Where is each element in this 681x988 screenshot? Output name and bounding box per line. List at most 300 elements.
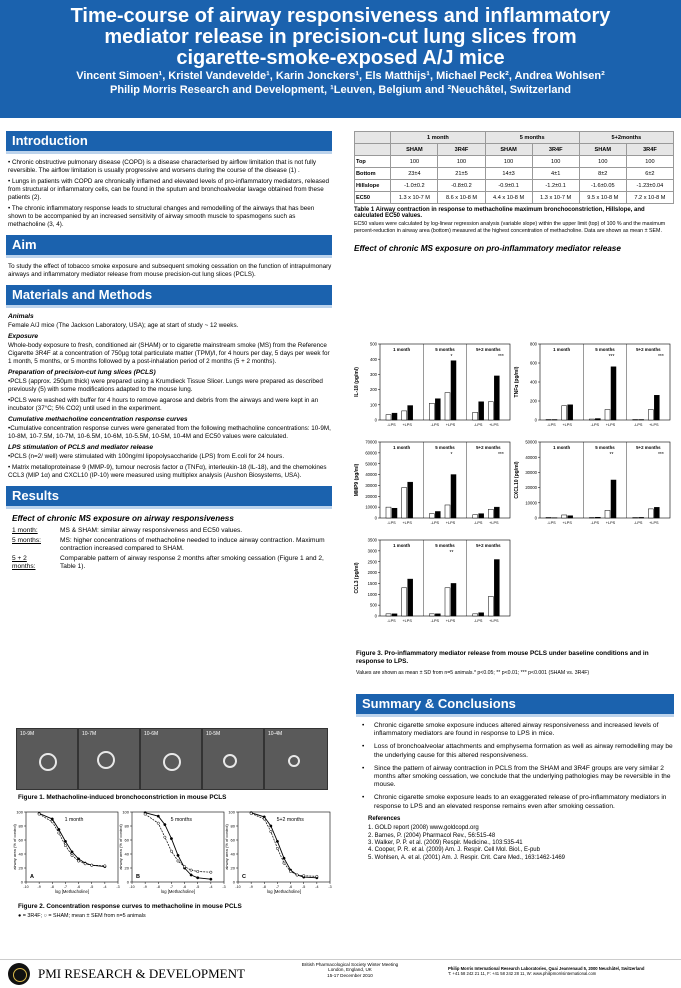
intro-paragraph: • Chronic obstructive pulmonary disease (COPD) is a disease characterised by airflow limitation that is not fully reversible. The airflow limitation is usually progressive and worsens during the course of the disease (1) .	[8, 159, 317, 174]
y-axis-label: MMP9 (pg/ml)	[354, 463, 360, 497]
micrograph: 10-4M	[264, 728, 328, 790]
y-tick-label: 20	[18, 865, 23, 871]
table-row: Top 100 100 100 100 100 100	[355, 156, 674, 168]
data-point	[157, 815, 159, 817]
bar-SHAM	[488, 509, 493, 518]
data-point	[263, 818, 265, 820]
data-point	[71, 854, 73, 856]
reference-item: 1. GOLD report (2008) www.goldcopd.org	[368, 825, 479, 832]
x-tick-label: -3	[328, 885, 332, 889]
bar-SHAM	[386, 614, 391, 616]
group-label: 5+2 months	[636, 445, 661, 450]
x-tick-label: -8	[156, 885, 160, 889]
group-label: 1 month	[553, 445, 571, 450]
y-tick-label: 60	[124, 837, 129, 843]
significance-marker: ***	[657, 354, 664, 360]
x-category-label: -LPS	[633, 521, 643, 525]
data-point	[197, 877, 199, 879]
bar-3R4F	[392, 413, 397, 420]
x-category-label: +LPS	[649, 423, 659, 427]
y-tick-label: 2000	[367, 570, 377, 576]
table-row: Hillslope -1.0±0.2 -0.8±0.2 -0.9±0.1 -1.2±0.1 -1.6±0.05 -1.23±0.04	[355, 180, 674, 192]
y-tick-label: 100	[122, 809, 129, 815]
y-tick-label: 20000	[525, 485, 537, 491]
x-category-label: +LPS	[562, 521, 572, 525]
x-axis-label: log [Methacholine]	[55, 889, 89, 894]
group-label: 5 months	[435, 445, 455, 450]
table-row: Bottom 23±4 21±5 14±3 4±1 8±2 6±2	[355, 168, 674, 180]
y-tick-label: 3000	[367, 548, 377, 554]
bar-3R4F	[479, 402, 484, 420]
y-axis-label: airway area (% of control)	[224, 824, 229, 870]
x-axis-label: log [Methacholine]	[161, 889, 195, 894]
bar-SHAM	[386, 415, 391, 420]
result-item: 5 months: MS: higher concentrations of methacholine needed to induce airway contraction. Maximum contraction increased compared to SHAM.	[12, 537, 325, 552]
y-tick-label: 30000	[525, 470, 537, 475]
data-point	[164, 836, 166, 838]
y-tick-label: 200	[530, 398, 537, 404]
methods-text: Female A/J mice (The Jackson Laboratory, USA); age at start of study ~ 12 weeks.	[8, 322, 239, 329]
group-label: 1 month	[393, 445, 411, 450]
mediator-chart	[354, 440, 510, 525]
references-heading: References	[368, 815, 401, 822]
y-axis-label: TNFα (pg/ml)	[514, 366, 520, 398]
x-tick-label: -7	[63, 885, 68, 889]
y-tick-label: 0	[534, 515, 537, 521]
x-category-label: +LPS	[605, 521, 616, 525]
address: Philip Morris International Research Laboratories, Quai Jeanrenaud 5, 2000 Neuchâtel, Switzerland T: +41 58 242 21 11, F: +41 58 242 28 11, W: www.philipmorrisinternational.com	[448, 966, 645, 977]
data-point	[84, 863, 86, 865]
intro-paragraph: • The chronic inflammatory response leads to structural changes and remodelling of the airways that has been shown to be accompanied by an increased sensitivity of airway smooth muscle to spasmogens such as methacholine (3, 4).	[8, 205, 315, 228]
x-category-label: -LPS	[473, 521, 483, 525]
poster-title: Time-course of airway responsiveness and inflammatory mediator release in precision-cut lung slices from cigarette-smoke-exposed A/J mice	[70, 5, 611, 69]
y-tick-label: 20	[124, 865, 129, 871]
methods-text: •PCLS were washed with buffer for 4 hours to remove agarose and debris from the airways and were kept in an incubator (37°C; 5% CO2) until used in the experiment.	[8, 397, 319, 412]
bar-3R4F	[639, 517, 644, 518]
figure-2-legend: ● = 3R4F; ○ = SHAM; mean ± SEM from n=5 animals	[18, 913, 146, 919]
x-tick-label: -8	[262, 885, 266, 889]
meeting-info: British Pharmacological Society Winter Meeting London, England, UK 15-17 December 2010	[301, 962, 399, 978]
reference-item: 4. Cooper, P. R. et al. (2009) Am. J. Respir. Cell Mol. Biol., E-pub	[368, 847, 540, 854]
bar-SHAM	[402, 411, 407, 420]
result-item: 5 + 2 months: Comparable pattern of airway response 2 months after smoking cessation (Figure 1 and 2, Table 1).	[12, 555, 324, 570]
bar-SHAM	[386, 507, 391, 518]
data-point	[276, 840, 278, 842]
y-tick-label: 0	[374, 417, 377, 423]
bar-SHAM	[402, 588, 407, 616]
pmi-seal-icon	[8, 963, 30, 985]
panel-label: 1 month	[64, 817, 84, 823]
y-tick-label: 0	[534, 417, 537, 423]
bar-3R4F	[408, 482, 413, 518]
y-tick-label: 0	[20, 879, 23, 885]
bar-3R4F	[654, 507, 659, 518]
bar-3R4F	[494, 560, 499, 616]
intro-paragraph: • Lungs in patients with COPD are chronically inflamed and elevated levels of pro-inflammatory mediators, released from structural or inflammatory cells, can be found in the sputum and bronchoalveolar lavage obtained from these patients (2).	[8, 178, 330, 201]
data-point	[190, 869, 192, 871]
panel-letter: C	[242, 874, 246, 880]
bar-SHAM	[562, 515, 567, 518]
y-tick-label: 1500	[367, 581, 377, 587]
data-point	[164, 823, 166, 825]
reference-item: 2. Barnes, P. (2004) Pharmacol Rev., 56:515-48	[368, 832, 496, 839]
x-tick-label: -6	[76, 885, 81, 889]
bar-3R4F	[611, 480, 616, 518]
bar-SHAM	[488, 402, 493, 420]
y-tick-label: 10000	[365, 504, 377, 510]
bar-3R4F	[451, 475, 456, 518]
methods-text: •PCLS (approx. 250µm thick) were prepared using a Krumdieck Tissue Slicer. Lungs were prepared as described previously (5) with some modifications adapted to the mouse lung.	[8, 378, 323, 393]
data-point	[51, 818, 53, 820]
methods-sub: Cumulative methacholine concentration response curves	[8, 416, 188, 423]
data-point	[303, 875, 305, 877]
data-point	[177, 854, 179, 856]
y-tick-label: 70000	[365, 439, 377, 445]
data-point	[170, 837, 172, 839]
y-tick-label: 200	[370, 387, 377, 393]
figure-2-curves	[10, 806, 332, 902]
x-category-label: -LPS	[473, 423, 483, 427]
bar-3R4F	[392, 614, 397, 616]
significance-marker: *	[450, 354, 453, 360]
y-tick-label: 800	[530, 341, 537, 347]
x-category-label: +LPS	[605, 423, 616, 427]
x-category-label: -LPS	[473, 619, 483, 623]
y-tick-label: 1000	[367, 591, 377, 597]
data-point	[157, 822, 159, 824]
bar-3R4F	[568, 516, 573, 518]
x-tick-label: -8	[50, 885, 54, 889]
aim-heading: Aim	[6, 235, 332, 258]
methods-sub: LPS stimulation of PCLS and mediator release	[8, 444, 154, 451]
y-tick-label: 500	[370, 341, 377, 347]
plot-frame	[540, 442, 670, 518]
data-point	[250, 812, 252, 814]
x-tick-label: -5	[196, 885, 200, 889]
data-point	[289, 870, 291, 872]
y-tick-label: 0	[374, 613, 377, 619]
bar-SHAM	[429, 614, 434, 616]
bar-SHAM	[589, 419, 594, 420]
y-axis-label: CCL3 (pg/ml)	[354, 562, 360, 594]
significance-marker: ***	[608, 354, 615, 360]
bar-3R4F	[595, 517, 600, 518]
methods-text: •Cumulative concentration response curves were generated from the following methacholine concentrations: 10-9M, 10-8M, 10-7.5M, 10-7M, 10-6.5M, 10-6M, 10-5.5M, 10-5M, 10-4M and EC50 values were calculated.	[8, 425, 331, 440]
y-tick-label: 400	[530, 379, 537, 385]
bar-3R4F	[568, 405, 573, 420]
data-point	[58, 828, 60, 830]
data-point	[170, 850, 172, 852]
bar-SHAM	[429, 514, 434, 518]
x-tick-label: -3	[116, 885, 120, 889]
y-tick-label: 40	[124, 851, 129, 857]
result-item: 1 month: MS & SHAM: similar airway responsiveness and EC50 values.	[12, 527, 243, 534]
methods-text: •PCLS (n=2/ well) were stimulated with 100ng/ml lipopolysaccharide (LPS) from E.coli for 24 hours.	[8, 453, 285, 460]
bar-3R4F	[451, 361, 456, 420]
y-tick-label: 0	[374, 515, 377, 521]
x-tick-label: -4	[315, 885, 319, 889]
y-tick-label: 20	[230, 865, 235, 871]
x-category-label: +LPS	[402, 619, 412, 623]
data-point	[64, 840, 66, 842]
y-tick-label: 100	[228, 809, 235, 815]
x-tick-label: -9	[249, 885, 253, 889]
group-label: 1 month	[553, 347, 571, 352]
x-category-label: -LPS	[430, 423, 440, 427]
summary-section	[356, 694, 674, 862]
group-label: 1 month	[393, 543, 411, 548]
bar-SHAM	[473, 412, 478, 420]
y-tick-label: 60	[18, 837, 23, 843]
y-tick-label: 40	[230, 851, 235, 857]
table-1-caption: Table 1 Airway contraction in response to methacholine maximum bronchoconstriction, Hillslope, and calculated EC50 values.	[354, 207, 645, 219]
bar-SHAM	[648, 509, 653, 518]
panel-letter: B	[136, 874, 140, 880]
mediator-chart	[354, 538, 510, 623]
group-label: 5 months	[595, 347, 615, 352]
curve-panel-C	[224, 810, 332, 895]
y-tick-label: 0	[232, 879, 235, 885]
x-category-label: +LPS	[445, 423, 456, 427]
results-heading: Results	[6, 486, 332, 509]
data-point	[38, 813, 40, 815]
bar-SHAM	[445, 588, 450, 616]
group-label: 5 months	[435, 543, 455, 548]
panel-label: 5 months	[170, 817, 192, 823]
x-tick-label: -5	[90, 885, 94, 889]
significance-marker: *	[450, 452, 453, 458]
group-label: 5+2 months	[476, 543, 501, 548]
x-tick-label: -9	[37, 885, 41, 889]
x-category-label: +LPS	[402, 423, 412, 427]
data-point	[71, 851, 73, 853]
y-tick-label: 40000	[525, 454, 537, 460]
y-tick-label: 20000	[365, 493, 377, 499]
bar-SHAM	[473, 614, 478, 616]
affiliations: Philip Morris Research and Development, ¹Leuven, Belgium and ²Neuchâtel, Switzerland	[110, 84, 571, 96]
bar-3R4F	[435, 511, 440, 518]
plot-frame	[540, 344, 670, 420]
significance-marker: ***	[657, 452, 664, 458]
bar-3R4F	[479, 613, 484, 616]
mediator-chart	[514, 440, 670, 525]
bar-SHAM	[648, 410, 653, 420]
group-label: 5+2 months	[476, 445, 501, 450]
bar-SHAM	[445, 505, 450, 518]
bar-SHAM	[546, 517, 551, 518]
summary-heading: Summary & Conclusions	[356, 694, 674, 717]
y-axis-label: airway area (% of control)	[118, 824, 123, 870]
panel-label: 5+2 months	[276, 817, 304, 823]
y-axis-label: IL-18 (pg/ml)	[354, 367, 360, 397]
methods-sub: Exposure	[8, 333, 39, 340]
reference-item: 5. Wohlsen, A. et al. (2001) Am. J. Respir. Crit. Care Med., 163:1462-1469	[368, 854, 565, 861]
figure-2-caption: Figure 2. Concentration response curves to methacholine in mouse PCLS	[18, 903, 242, 910]
x-category-label: +LPS	[489, 521, 499, 525]
bar-SHAM	[605, 410, 610, 420]
aim-text: To study the effect of tobacco smoke exposure and subsequent smoking cessation on the function of intrapulmonary airways and inflammatory mediator release from mouse precision-cut lung slices (PCLS).	[8, 263, 332, 278]
y-tick-label: 300	[370, 372, 377, 377]
data-point	[296, 874, 298, 876]
data-point	[283, 857, 285, 859]
group-label: 1 month	[393, 347, 411, 352]
y-tick-label: 50000	[525, 439, 537, 445]
list-item: • Chronic cigarette smoke exposure leads to an exaggerated release of pro-inflammatory mediators in response to LPS and an elevated response remains even after smoking cessation.	[374, 794, 674, 810]
bar-SHAM	[445, 393, 450, 420]
methods-text: Whole-body exposure to fresh, conditioned air (SHAM) or to cigarette mainstream smoke (MS) from the Reference Cigarette 3R4F at a concentration of 750µg total particulate matter (TPM)/l, for 4 hours per day, 5 days per week for 1 month, 5 months, or 5 months followed by a post-inhalation period of 2 months (5 + 2 months).	[8, 342, 330, 365]
reference-item: 3. Walker, P. P. et al. (2009) Respir. Medicine., 103:535-41	[368, 840, 523, 847]
bar-3R4F	[451, 583, 456, 616]
bar-3R4F	[435, 614, 440, 616]
y-tick-label: 30000	[365, 483, 377, 489]
x-tick-label: -7	[275, 885, 280, 889]
data-point	[177, 860, 179, 862]
data-point	[270, 825, 272, 827]
x-tick-label: -4	[103, 885, 107, 889]
bar-SHAM	[562, 406, 567, 420]
y-axis-label: CXCL10 (pg/ml)	[514, 461, 520, 499]
data-point	[316, 875, 318, 877]
data-point	[144, 813, 146, 815]
bar-SHAM	[605, 510, 610, 518]
data-point	[283, 862, 285, 864]
x-tick-label: -3	[222, 885, 226, 889]
x-category-label: +LPS	[562, 423, 572, 427]
x-category-label: -LPS	[633, 423, 643, 427]
x-tick-label: -5	[302, 885, 306, 889]
introduction-heading: Introduction	[6, 131, 332, 154]
y-tick-label: 3500	[367, 537, 377, 543]
y-axis-label: airway area (% of control)	[12, 824, 17, 870]
y-tick-label: 0	[126, 879, 129, 885]
bar-3R4F	[494, 507, 499, 518]
table-1	[354, 131, 674, 204]
methods-sub: Animals	[8, 313, 34, 320]
bar-3R4F	[654, 395, 659, 420]
methods-sub: Preparation of precision-cut lung slices (PCLS)	[8, 369, 156, 376]
x-category-label: +LPS	[445, 521, 456, 525]
brand-name: PMI RESEARCH & DEVELOPMENT	[38, 966, 245, 981]
mediator-subtitle: Effect of chronic MS exposure on pro-inflammatory mediator release	[354, 244, 621, 254]
figure-3-bars	[348, 330, 678, 650]
x-category-label: -LPS	[387, 619, 396, 623]
data-point	[270, 830, 272, 832]
x-category-label: -LPS	[387, 521, 396, 525]
mediator-chart	[354, 342, 510, 427]
significance-marker: **	[449, 550, 454, 556]
references	[368, 816, 674, 862]
data-point	[183, 865, 185, 867]
data-point	[276, 847, 278, 849]
x-tick-label: -10	[23, 885, 29, 889]
x-axis-label: log [Methacholine]	[267, 889, 301, 894]
y-tick-label: 600	[530, 360, 537, 366]
x-tick-label: -6	[288, 885, 293, 889]
y-tick-label: 60000	[365, 450, 377, 456]
bar-3R4F	[408, 579, 413, 616]
list-item: • Loss of bronchoalveolar attachments and emphysema formation as well as airway remodelling may be the underlying cause for this altered responsiveness.	[374, 743, 674, 759]
figure-1-caption: Figure 1. Methacholine-induced bronchoconstriction in mouse PCLS	[18, 794, 227, 801]
x-tick-label: -4	[209, 885, 213, 889]
x-tick-label: -7	[169, 885, 174, 889]
x-category-label: -LPS	[430, 521, 440, 525]
data-point	[51, 821, 53, 823]
table-row: SHAM 3R4F SHAM 3R4F SHAM 3R4F	[355, 144, 674, 156]
results-subtitle: Effect of chronic MS exposure on airway responsiveness	[12, 514, 234, 523]
micrograph: 10-6M	[140, 728, 202, 790]
bar-SHAM	[473, 515, 478, 518]
data-point	[197, 870, 199, 872]
x-category-label: -LPS	[387, 423, 396, 427]
x-tick-label: -6	[182, 885, 187, 889]
x-category-label: -LPS	[430, 619, 440, 623]
x-category-label: -LPS	[547, 423, 556, 427]
bar-3R4F	[611, 367, 616, 420]
micrograph: 10-7M	[78, 728, 140, 790]
authors: Vincent Simoen¹, Kristel Vandevelde¹, Karin Jonckers¹, Els Matthijs¹, Michael Peck², Andrea Wohlsen²	[76, 70, 605, 82]
methods-text: • Matrix metalloproteinase 9 (MMP-9), tumour necrosis factor α (TNFα), interleukin-18 (IL-18), and the chemokines CCL3 (MIP 1α) and CXCL10 (IP-10) were measured using multiplex analysis (Aushon Biosystems, USA).	[8, 464, 327, 479]
y-tick-label: 80	[230, 823, 235, 829]
figure-3-caption: Figure 3. Pro-inflammatory mediator release from mouse PCLS under baseline conditions and in response to LPS.	[356, 650, 649, 665]
y-tick-label: 80	[18, 823, 23, 829]
footer	[0, 959, 681, 988]
x-category-label: +LPS	[402, 521, 412, 525]
x-category-label: -LPS	[590, 423, 600, 427]
x-category-label: -LPS	[590, 521, 600, 525]
x-category-label: -LPS	[547, 521, 556, 525]
y-tick-label: 400	[370, 356, 377, 362]
data-point	[64, 844, 66, 846]
mediator-chart	[514, 342, 670, 427]
data-point	[77, 860, 79, 862]
y-tick-label: 500	[370, 602, 377, 608]
figure-3-note: Values are shown as mean ± SD from n=5 animals.* p<0.05; ** p<0.01; *** p<0.001 (SHAM vs. 3R4F)	[356, 670, 590, 676]
bar-SHAM	[488, 596, 493, 616]
data-point	[190, 874, 192, 876]
curve-panel-B	[118, 810, 226, 895]
bar-3R4F	[494, 376, 499, 420]
table-row: EC50 1.3 x 10-7 M 8.6 x 10-8 M 4.4 x 10-8 M 1.3 x 10-7 M 9.5 x 10-8 M 7.2 x 10-8 M	[355, 192, 674, 204]
panel-letter: A	[30, 874, 34, 880]
significance-marker: ***	[497, 452, 504, 458]
y-tick-label: 60	[230, 837, 235, 843]
y-tick-label: 40	[18, 851, 23, 857]
list-item: • Chronic cigarette smoke exposure induces altered airway responsiveness and increased levels of inflammatory mediators are found in response to LPS in mice.	[374, 722, 674, 738]
x-category-label: +LPS	[489, 619, 499, 623]
data-point	[91, 864, 93, 866]
y-tick-label: 10000	[525, 500, 537, 506]
curve-panel-A	[12, 810, 120, 895]
x-category-label: +LPS	[649, 521, 659, 525]
x-category-label: +LPS	[445, 619, 456, 623]
bar-3R4F	[392, 508, 397, 518]
data-point	[210, 878, 212, 880]
summary-list	[356, 722, 674, 811]
bar-3R4F	[479, 514, 484, 518]
bar-SHAM	[402, 488, 407, 518]
group-label: 5+2 months	[476, 347, 501, 352]
x-tick-label: -10	[235, 885, 241, 889]
bar-3R4F	[435, 399, 440, 420]
bar-3R4F	[595, 419, 600, 420]
y-tick-label: 50000	[365, 461, 377, 467]
methods-heading: Materials and Methods	[6, 285, 332, 308]
y-tick-label: 80	[124, 823, 129, 829]
micrograph: 10-9M	[16, 728, 78, 790]
significance-marker: ***	[497, 354, 504, 360]
data-point	[58, 832, 60, 834]
y-tick-label: 100	[370, 402, 377, 408]
